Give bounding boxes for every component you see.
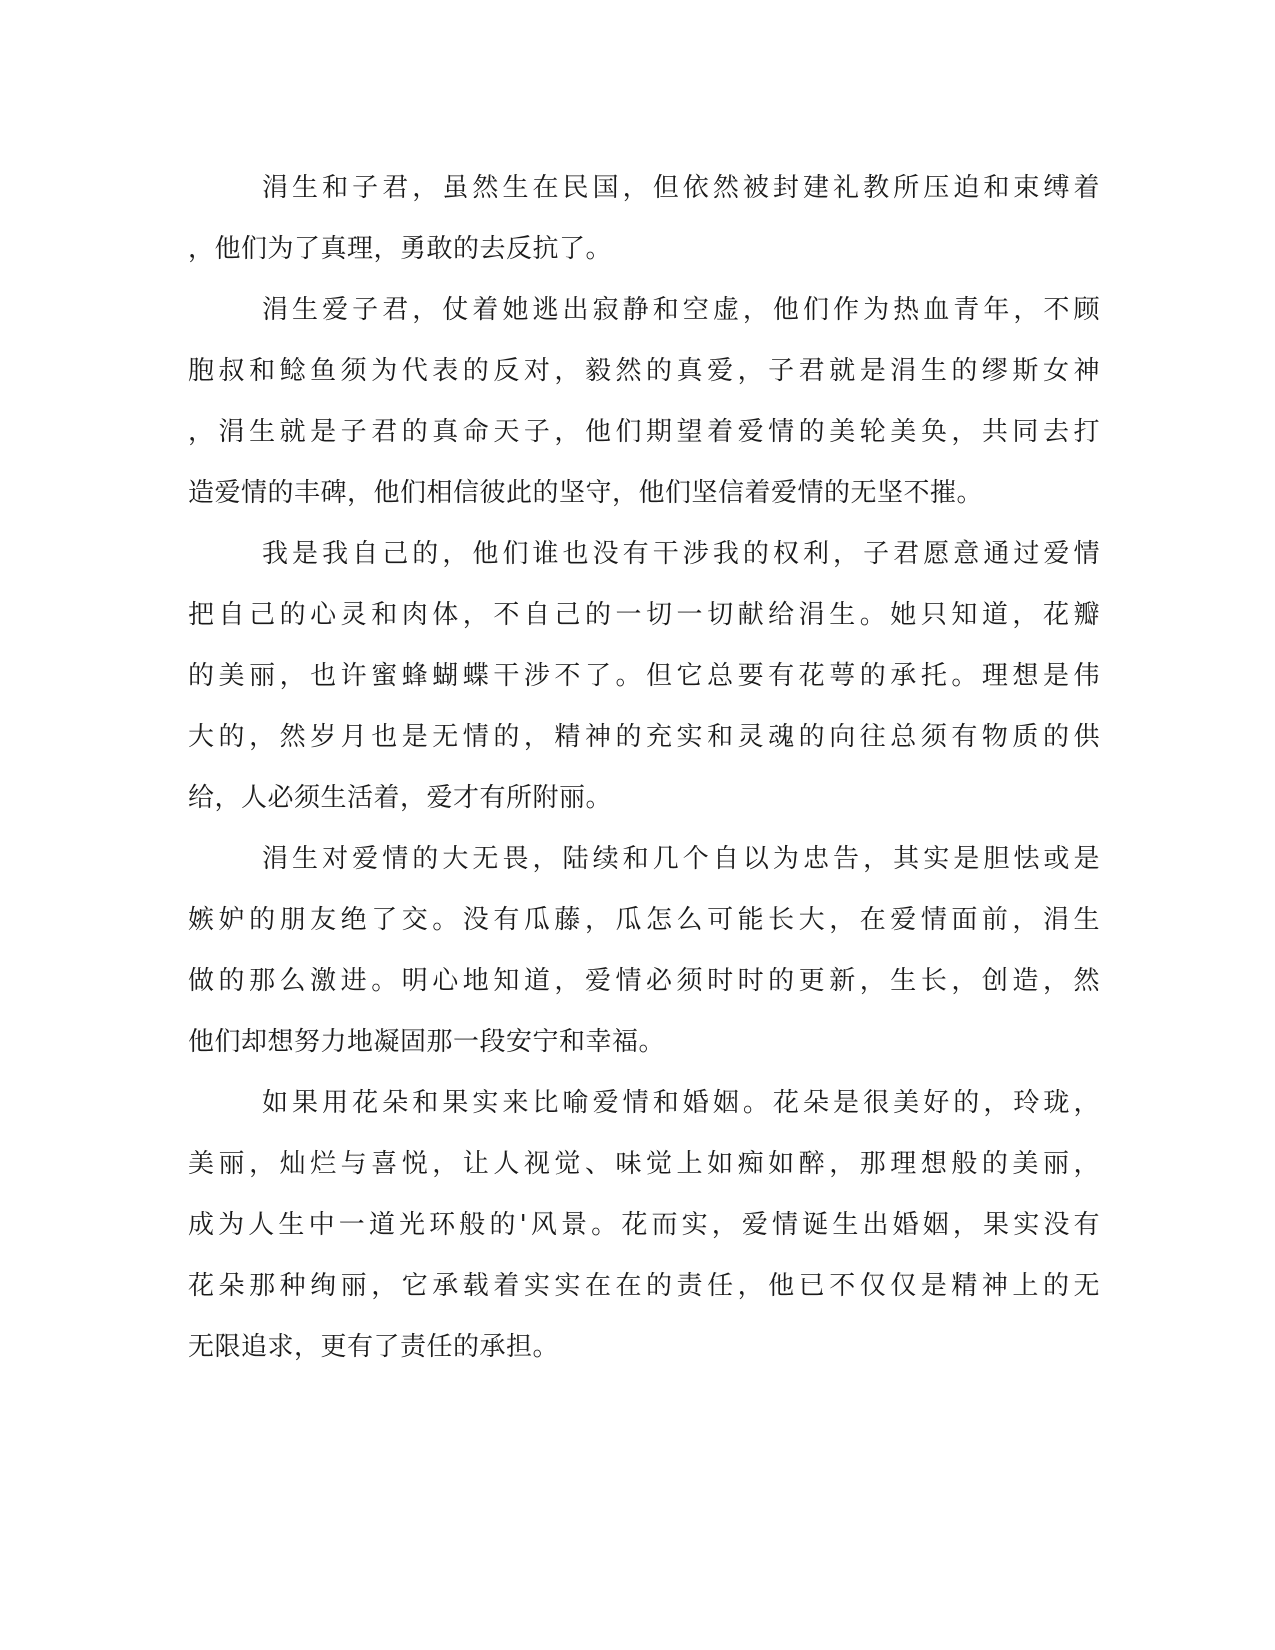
paragraph-line: 无限追求，更有了责任的承担。 — [188, 1332, 560, 1362]
paragraph-line: 给，人必须生活着，爱才有所附丽。 — [188, 783, 613, 813]
paragraph-line: 的美丽，也许蜜蜂蝴蝶干涉不了。但它总要有花萼的承托。理想是伟 — [188, 661, 1100, 691]
paragraph-line: ，他们为了真理，勇敢的去反抗了。 — [188, 234, 613, 264]
paragraph-1 — [188, 158, 1100, 280]
paragraph-line: 花朵那种绚丽，它承载着实实在在的责任，他已不仅仅是精神上的无 — [188, 1271, 1100, 1301]
paragraph-line: 胞叔和鲶鱼须为代表的反对，毅然的真爱，子君就是涓生的缪斯女神 — [188, 356, 1100, 386]
paragraph-line: 他们却想努力地凝固那一段安宁和幸福。 — [188, 1027, 666, 1057]
paragraph-line: ，涓生就是子君的真命天子，他们期望着爱情的美轮美奂，共同去打 — [188, 417, 1100, 447]
paragraph-line: 嫉妒的朋友绝了交。没有瓜藤，瓜怎么可能长大，在爱情面前，涓生 — [188, 905, 1100, 935]
paragraph-line: 把自己的心灵和肉体，不自己的一切一切献给涓生。她只知道，花瓣 — [188, 600, 1100, 630]
paragraph-line: 美丽，灿烂与喜悦，让人视觉、味觉上如痴如醉，那理想般的美丽， — [188, 1149, 1100, 1179]
paragraph-line: 大的，然岁月也是无情的，精神的充实和灵魂的向往总须有物质的供 — [188, 722, 1100, 752]
paragraph-line: 涓生对爱情的大无畏，陆续和几个自以为忠告，其实是胆怯或是 — [262, 844, 1100, 874]
paragraph-line: 我是我自己的，他们谁也没有干涉我的权利，子君愿意通过爱情 — [262, 539, 1100, 569]
paragraph-4 — [188, 829, 1100, 1073]
paragraph-line: 成为人生中一道光环般的'风景。花而实，爱情诞生出婚姻，果实没有 — [188, 1210, 1100, 1240]
document-body — [188, 158, 1100, 1378]
paragraph-3 — [188, 524, 1100, 829]
paragraph-line: 如果用花朵和果实来比喻爱情和婚姻。花朵是很美好的，玲珑， — [262, 1088, 1100, 1118]
paragraph-5 — [188, 1073, 1100, 1378]
paragraph-line: 造爱情的丰碑，他们相信彼此的坚守，他们坚信着爱情的无坚不摧。 — [188, 478, 984, 508]
paragraph-line: 涓生爱子君，仗着她逃出寂静和空虚，他们作为热血青年，不顾 — [262, 295, 1100, 325]
paragraph-2 — [188, 280, 1100, 524]
paragraph-line: 涓生和子君，虽然生在民国，但依然被封建礼教所压迫和束缚着 — [262, 173, 1100, 203]
paragraph-line: 做的那么激进。明心地知道，爱情必须时时的更新，生长，创造，然 — [188, 966, 1100, 996]
